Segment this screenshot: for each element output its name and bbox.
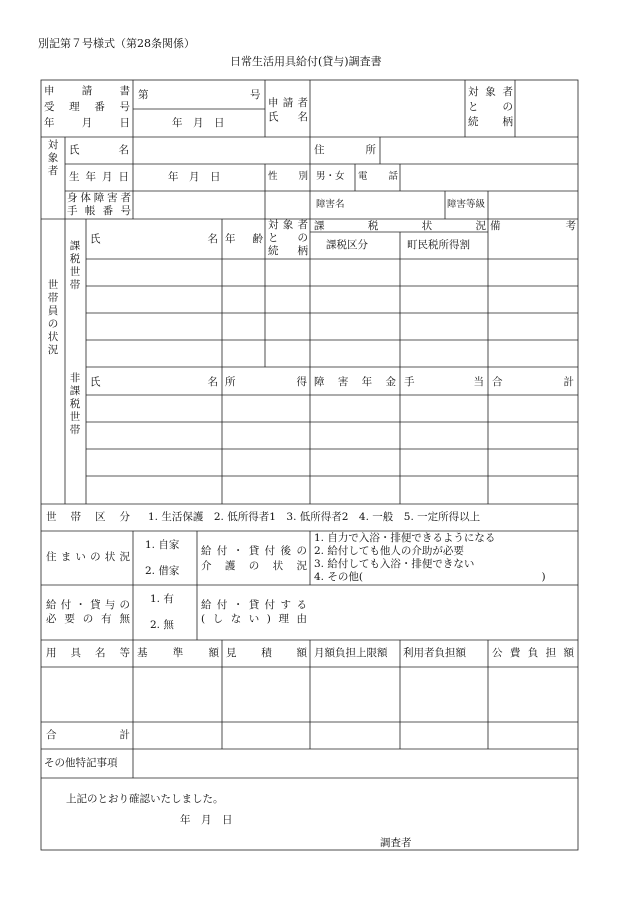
tax-status-header: 課 税 状 況 (314, 220, 486, 232)
taxed-relation-header-3: 続 柄 (268, 245, 308, 257)
item-name-header: 用 具 名 等 (46, 647, 130, 659)
taxed-relation-header-2: と の (268, 232, 308, 244)
care-option-3: 3. 給付しても入浴・排便できない (314, 558, 475, 570)
confirmation-date: 年 月 日 (180, 814, 233, 826)
investigator-label: 調査者 (380, 837, 412, 849)
housing-option-rent: 2. 借家 (145, 565, 180, 577)
care-option-2: 2. 給付しても他人の介助が必要 (314, 545, 464, 557)
target-side-label: 対 象 者 (47, 138, 59, 177)
disability-grade-label: 障害等級 (447, 199, 486, 210)
tax-class-header: 課税区分 (326, 239, 368, 251)
form-title: 日常生活用具給付(貸与)調査書 (230, 55, 382, 68)
remarks-header: 備 考 (490, 220, 576, 232)
total-label: 合 計 (46, 729, 130, 741)
relation-label-2: と の (468, 101, 513, 113)
care-status-label-2: 介 護 の 状 況 (201, 560, 307, 572)
household-category-options: 1. 生活保護 2. 低所得者1 3. 低所得者2 4. 一般 5. 一定所得以上 (148, 511, 481, 523)
target-sex-options: 男・女 (316, 171, 345, 182)
confirmation-text: 上記のとおり確認いたしました。 (66, 793, 224, 805)
monthly-cap-header: 月額負担上限額 (314, 647, 388, 659)
nontaxed-income-header: 所 得 (225, 376, 307, 388)
care-option-4: 4. その他( ) (314, 571, 546, 583)
target-name-label: 氏 名 (69, 144, 129, 156)
relation-label-1: 対 象 者 (468, 86, 513, 98)
estimate-amount-header: 見 積 額 (226, 647, 307, 659)
target-birth-date: 年 月 日 (168, 171, 221, 183)
reason-label-2: ( し な い ) 理 由 (201, 613, 307, 625)
nontaxed-allowance-header: 手 当 (404, 376, 484, 388)
taxed-age-header: 年 齢 (225, 233, 263, 245)
town-tax-header: 町民税所得割 (407, 239, 470, 251)
necessity-option-no: 2. 無 (150, 619, 174, 631)
target-address-label: 住 所 (314, 144, 376, 156)
other-notes-label: その他特記事項 (44, 757, 118, 769)
app-receipt-label-1: 申 請 書 (44, 85, 130, 97)
care-status-label-1: 給 付 ・ 貸 付 後 の (201, 545, 307, 557)
nontaxed-side-label: 非 課 税 世 帯 (69, 371, 81, 436)
app-receipt-label-3: 年 月 日 (44, 117, 130, 129)
necessity-label-2: 必 要 の 有 無 (46, 613, 130, 625)
app-receipt-label-2: 受 理 番 号 (44, 101, 130, 113)
household-side-label: 世 帯 員 の 状 況 (47, 279, 59, 356)
necessity-label-1: 給 付 ・ 貸 与 の (46, 599, 130, 611)
public-burden-header: 公 費 負 担 額 (492, 647, 574, 659)
applicant-label-1: 申 請 者 (268, 97, 308, 109)
user-burden-header: 利用者負担額 (403, 647, 466, 659)
nontaxed-pension-header: 障 害 年 金 (314, 376, 396, 388)
target-birth-label: 生 年 月 日 (69, 171, 129, 183)
applicant-label-2: 氏 名 (268, 111, 308, 123)
housing-option-own: 1. 自家 (145, 539, 180, 551)
relation-label-3: 続 柄 (468, 116, 513, 128)
disability-name-label: 障害名 (316, 199, 345, 210)
target-phone-label: 電 話 (358, 171, 398, 182)
nontaxed-name-header: 氏 名 (90, 376, 218, 388)
taxed-name-header: 氏 名 (90, 233, 218, 245)
care-option-1: 1. 自力で入浴・排便できるようになる (314, 532, 496, 544)
receipt-dai-label: 第 (138, 89, 149, 101)
receipt-date-label: 年 月 日 (172, 117, 225, 129)
form-reference: 別記第７号様式（第28条関係） (38, 37, 195, 50)
target-sex-label: 性 別 (268, 171, 308, 182)
receipt-go-label: 号 (250, 89, 261, 101)
housing-label: 住 ま い の 状 況 (46, 551, 130, 563)
target-handbook-label-2: 手 帳 番 号 (67, 205, 131, 217)
standard-amount-header: 基 準 額 (137, 647, 219, 659)
taxed-side-label: 課 税 世 帯 (69, 240, 81, 291)
taxed-relation-header-1: 対 象 者 (268, 219, 308, 231)
reason-label-1: 給 付 ・ 貸 付 す る (201, 599, 307, 611)
necessity-option-yes: 1. 有 (150, 593, 174, 605)
nontaxed-total-header: 合 計 (492, 376, 574, 388)
target-handbook-label-1: 身 体 障 害 者 (67, 192, 131, 204)
household-category-label: 世 帯 区 分 (46, 511, 130, 523)
